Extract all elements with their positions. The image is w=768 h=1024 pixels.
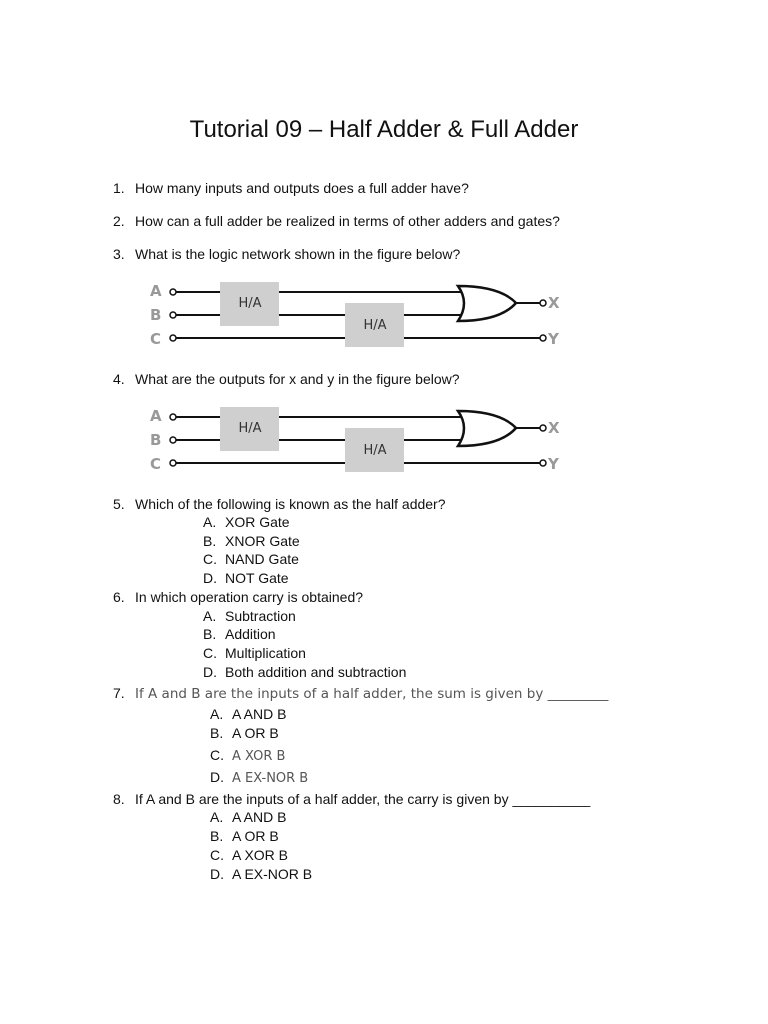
option-text: A AND B xyxy=(232,706,287,722)
option-6c xyxy=(203,644,306,662)
output-label-x: X xyxy=(548,294,560,312)
question-text: What are the outputs for x and y in the figure below? xyxy=(135,371,460,387)
option-5b xyxy=(203,532,300,550)
option-letter: B. xyxy=(203,533,217,549)
option-7d xyxy=(210,768,308,788)
option-text: Both addition and subtraction xyxy=(225,664,407,680)
option-8c xyxy=(210,846,288,864)
input-label-b: B xyxy=(150,431,162,449)
option-8b xyxy=(210,827,279,845)
option-letter: A. xyxy=(210,809,224,825)
input-label-b: B xyxy=(150,306,162,324)
question-number: 6. xyxy=(113,589,125,605)
option-text: A XOR B xyxy=(232,749,286,764)
option-text: Addition xyxy=(225,626,276,642)
question-number: 5. xyxy=(113,496,125,512)
question-text: If A and B are the inputs of a half adder, the carry is given by __________ xyxy=(135,791,591,807)
page-title: Tutorial 09 – Half Adder & Full Adder xyxy=(189,116,579,143)
option-5d xyxy=(203,569,289,587)
option-letter: D. xyxy=(203,570,217,586)
question-7 xyxy=(113,684,608,703)
option-letter: B. xyxy=(210,725,224,741)
question-text: How can a full adder be realized in terms of other adders and gates? xyxy=(135,213,560,229)
option-letter: B. xyxy=(210,828,224,844)
option-letter: A. xyxy=(203,608,217,624)
question-5 xyxy=(113,495,446,513)
option-text: A OR B xyxy=(232,828,279,844)
block-label: H/A xyxy=(363,443,387,458)
question-2 xyxy=(113,212,560,230)
output-label-y: Y xyxy=(548,455,559,473)
question-number: 2. xyxy=(113,213,125,229)
option-text: A OR B xyxy=(232,725,279,741)
option-text: NAND Gate xyxy=(225,551,299,567)
option-text: XOR Gate xyxy=(225,514,290,530)
question-number: 4. xyxy=(113,371,125,387)
block-label: H/A xyxy=(238,296,262,311)
option-letter: D. xyxy=(203,664,217,680)
half-adder-circuit-figure-1 xyxy=(140,278,580,358)
block-label: H/A xyxy=(363,318,387,333)
question-1 xyxy=(113,179,469,197)
option-7b xyxy=(210,724,279,742)
or-gate-icon xyxy=(458,286,516,321)
option-8a xyxy=(210,808,286,826)
half-adder-circuit-figure-2 xyxy=(140,403,580,483)
option-text: A EX-NOR B xyxy=(232,771,309,786)
question-3 xyxy=(113,245,460,263)
question-number: 1. xyxy=(113,180,125,196)
option-text: A EX-NOR B xyxy=(232,866,313,882)
question-text: Which of the following is known as the half adder? xyxy=(135,496,446,512)
option-6a xyxy=(203,607,296,625)
option-letter: C. xyxy=(203,551,217,567)
input-label-c: C xyxy=(150,330,162,348)
option-letter: D. xyxy=(210,866,224,882)
question-text: If A and B are the inputs of a half adder, the sum is given by _________ xyxy=(135,686,609,702)
question-number: 7. xyxy=(113,685,125,701)
question-text: In which operation carry is obtained? xyxy=(135,589,364,605)
option-text: A AND B xyxy=(232,809,287,825)
option-letter: A. xyxy=(210,706,224,722)
question-text: What is the logic network shown in the figure below? xyxy=(135,246,461,262)
question-number: 3. xyxy=(113,246,125,262)
option-7a xyxy=(210,705,286,723)
question-number: 8. xyxy=(113,791,125,807)
option-5a xyxy=(203,513,290,531)
option-6b xyxy=(203,625,276,643)
option-text: Multiplication xyxy=(225,645,306,661)
option-text: Subtraction xyxy=(225,608,296,624)
option-letter: C. xyxy=(210,847,224,863)
or-gate-icon xyxy=(458,411,516,446)
option-7c xyxy=(210,746,285,766)
option-8d xyxy=(210,865,312,883)
input-label-c: C xyxy=(150,455,162,473)
option-letter: D. xyxy=(210,769,224,785)
input-label-a: A xyxy=(150,407,162,425)
option-letter: C. xyxy=(210,747,224,763)
question-text: How many inputs and outputs does a full adder have? xyxy=(135,180,469,196)
question-4 xyxy=(113,370,460,388)
input-label-a: A xyxy=(150,282,162,300)
question-8 xyxy=(113,790,590,808)
option-text: A XOR B xyxy=(232,847,289,863)
output-label-x: X xyxy=(548,419,560,437)
option-text: XNOR Gate xyxy=(225,533,300,549)
option-text: NOT Gate xyxy=(225,570,289,586)
option-5c xyxy=(203,550,299,568)
option-letter: C. xyxy=(203,645,217,661)
option-letter: B. xyxy=(203,626,217,642)
question-6 xyxy=(113,588,363,606)
option-letter: A. xyxy=(203,514,217,530)
option-6d xyxy=(203,663,406,681)
output-label-y: Y xyxy=(548,330,559,348)
block-label: H/A xyxy=(238,421,262,436)
